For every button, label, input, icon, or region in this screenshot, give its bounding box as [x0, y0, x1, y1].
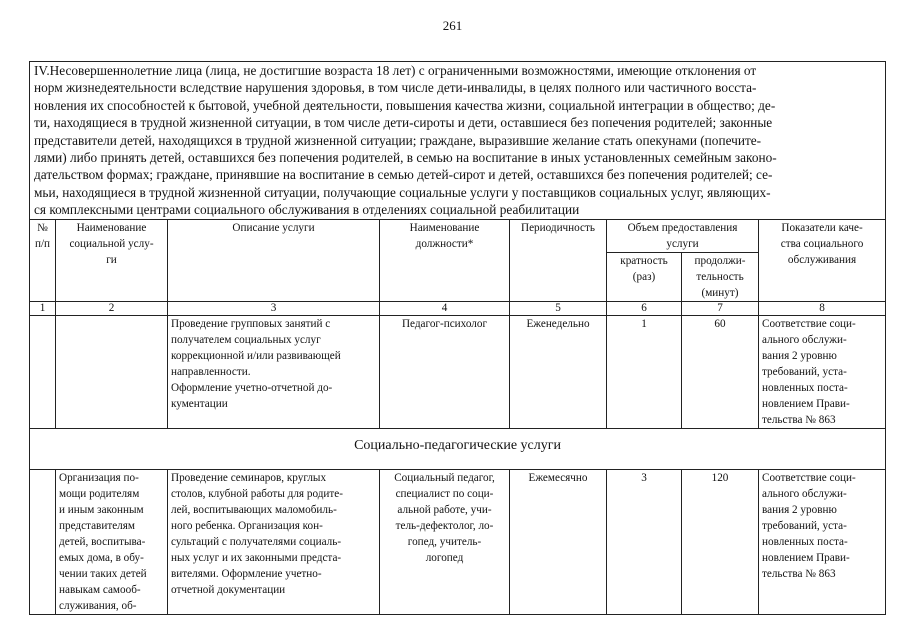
text-line: коррекционной и/или развивающей — [171, 349, 341, 362]
header-volume — [607, 219, 759, 252]
text-line: емых дома, в обу- — [59, 551, 144, 564]
text-line: новленных поста- — [762, 381, 848, 394]
text-line: навыкам самооб- — [59, 583, 141, 596]
header-description — [168, 219, 380, 301]
text-line: и иным законным — [59, 503, 144, 516]
header-duration — [682, 252, 759, 301]
header-position — [380, 219, 510, 301]
service-quality — [759, 315, 886, 428]
services-table — [29, 61, 886, 615]
text-line: вания 2 уровню — [762, 503, 837, 516]
text-line: Организация по- — [59, 471, 139, 484]
text-line: новления их способностей к бытовой, учебной деятельности, повышения качества жизни, социальной интеграции в общество; де- — [34, 97, 776, 113]
text-line: мощи родителям — [59, 487, 140, 500]
text-line: социальной услу- — [69, 237, 154, 250]
text-line: дательством формах; граждане, принявшие на воспитание в семью детей-сирот и детей, оставшихся без попечения родителей; се- — [34, 167, 773, 183]
text-line: Оформление учетно-отчетной до- — [171, 381, 333, 394]
text-line: должности* — [415, 237, 474, 250]
text-line: представители детей, находящихся в трудной жизненной ситуации; граждане, выразившие желание стать опекунами (попечите- — [34, 132, 762, 148]
service-position — [380, 469, 510, 614]
text-line: Проведение групповых занятий с — [171, 317, 331, 330]
text-line: новлением Прави- — [762, 551, 850, 564]
text-line: мьи, находящиеся в трудной жизненной ситуации, получающие социальные услуги у поставщиков социальных услуг, являющих- — [34, 184, 771, 200]
text-line: кументации — [171, 397, 228, 410]
service-periodicity: Ежемесячно — [510, 469, 607, 614]
text-line: логопед — [425, 551, 464, 564]
text-line: Соответствие соци- — [762, 317, 856, 330]
service-multiplicity: 3 — [607, 469, 682, 614]
text-line: лями) либо принять детей, оставшихся без попечения родителей, в семью на воспитание в иных установленных семейным законо- — [34, 150, 777, 166]
text-line: п/п — [34, 237, 51, 250]
text-line: Наименование — [409, 221, 480, 234]
text-line: направленности. — [171, 365, 251, 378]
text-line: ального обслужи- — [762, 333, 847, 346]
text-line: Педагог-психолог — [401, 317, 488, 330]
column-number: 6 — [607, 301, 682, 315]
text-line: продолжи- — [694, 254, 746, 267]
text-line: ти, находящиеся в трудной жизненной ситуации, в том числе дети-сироты и дети, оставшиеся без попечения родителей; законные — [34, 115, 773, 131]
text-line: обслуживания — [787, 253, 857, 266]
table-row — [30, 315, 886, 428]
text-line: гопед, учитель- — [407, 535, 482, 548]
service-multiplicity: 1 — [607, 315, 682, 428]
text-line: новленных поста- — [762, 535, 848, 548]
column-number: 3 — [168, 301, 380, 315]
text-line: норм жизнедеятельности вследствие нарушения здоровья, в том числе дети-инвалиды, в целях полного или частичного восста- — [34, 80, 757, 96]
header-service-name — [56, 219, 168, 301]
text-line: столов, клубной работы для родите- — [171, 487, 343, 500]
column-number: 5 — [510, 301, 607, 315]
text-line: ги — [106, 253, 117, 266]
section-title: Социально-педагогические услуги — [30, 428, 886, 469]
text-line: Соответствие соци- — [762, 471, 856, 484]
table-row — [30, 469, 886, 614]
text-line: Периодичность — [520, 221, 596, 234]
text-line: (минут) — [701, 286, 739, 299]
service-position — [380, 315, 510, 428]
service-periodicity: Еженедельно — [510, 315, 607, 428]
header-quality — [759, 219, 886, 301]
text-line: альной работе, учи- — [397, 503, 492, 516]
text-line: представителям — [59, 519, 135, 532]
text-line: кратность — [620, 254, 668, 267]
text-line: Проведение семинаров, круглых — [171, 471, 327, 484]
text-line: детей, воспитыва- — [59, 535, 146, 548]
page-number: 261 — [442, 18, 463, 33]
row-number — [30, 315, 56, 428]
text-line: тель-дефектолог, ло- — [395, 519, 494, 532]
text-line: (раз) — [632, 270, 656, 283]
text-line: Наименование — [76, 221, 147, 234]
text-line: вителями. Оформление учетно- — [171, 567, 322, 580]
service-name — [56, 469, 168, 614]
text-line: получателем социальных услуг — [171, 333, 321, 346]
column-numbers-row — [30, 301, 886, 315]
service-name — [56, 315, 168, 428]
text-line: сультаций с получателями социаль- — [171, 535, 342, 548]
text-line: IV.Несовершеннолетние лица (лица, не достигшие возраста 18 лет) с ограниченными возможностями, имеющие отклонения от — [34, 63, 757, 78]
text-line: ства социального — [780, 237, 864, 250]
header-multiplicity — [607, 252, 682, 301]
category-heading — [30, 62, 886, 220]
service-duration: 120 — [682, 469, 759, 614]
text-line: чении таких детей — [59, 567, 147, 580]
text-line: Социальный педагог, — [394, 471, 495, 484]
text-line: требований, уста- — [762, 519, 847, 532]
row-number — [30, 469, 56, 614]
header-number — [30, 219, 56, 301]
text-line: служивания, об- — [59, 599, 137, 612]
service-duration: 60 — [682, 315, 759, 428]
service-description — [168, 469, 380, 614]
header-periodicity — [510, 219, 607, 301]
text-line: ального обслужи- — [762, 487, 847, 500]
text-line: ных услуг и их законными предста- — [171, 551, 342, 564]
service-description — [168, 315, 380, 428]
text-line: Описание услуги — [232, 221, 315, 234]
service-quality — [759, 469, 886, 614]
text-line: тельства № 863 — [762, 567, 836, 580]
column-number: 8 — [759, 301, 886, 315]
text-line: специалист по соци- — [395, 487, 494, 500]
text-line: Объем предоставления — [627, 221, 738, 234]
column-number: 1 — [30, 301, 56, 315]
text-line: ного ребенка. Организация кон- — [171, 519, 323, 532]
column-number: 7 — [682, 301, 759, 315]
text-line: тельства № 863 — [762, 413, 836, 426]
text-line: новлением Прави- — [762, 397, 850, 410]
text-line: требований, уста- — [762, 365, 847, 378]
text-line: № — [37, 221, 48, 234]
text-line: ся комплексными центрами социального обслуживания в отделениях социальной реабилитации — [34, 202, 580, 218]
text-line: отчетной документации — [171, 583, 286, 596]
text-line: услуги — [666, 237, 699, 250]
text-line: Показатели каче- — [781, 221, 863, 234]
text-line: лей, воспитывающих маломобиль- — [171, 503, 337, 516]
text-line: тельность — [696, 270, 744, 283]
column-number: 4 — [380, 301, 510, 315]
column-number: 2 — [56, 301, 168, 315]
text-line: вания 2 уровню — [762, 349, 837, 362]
